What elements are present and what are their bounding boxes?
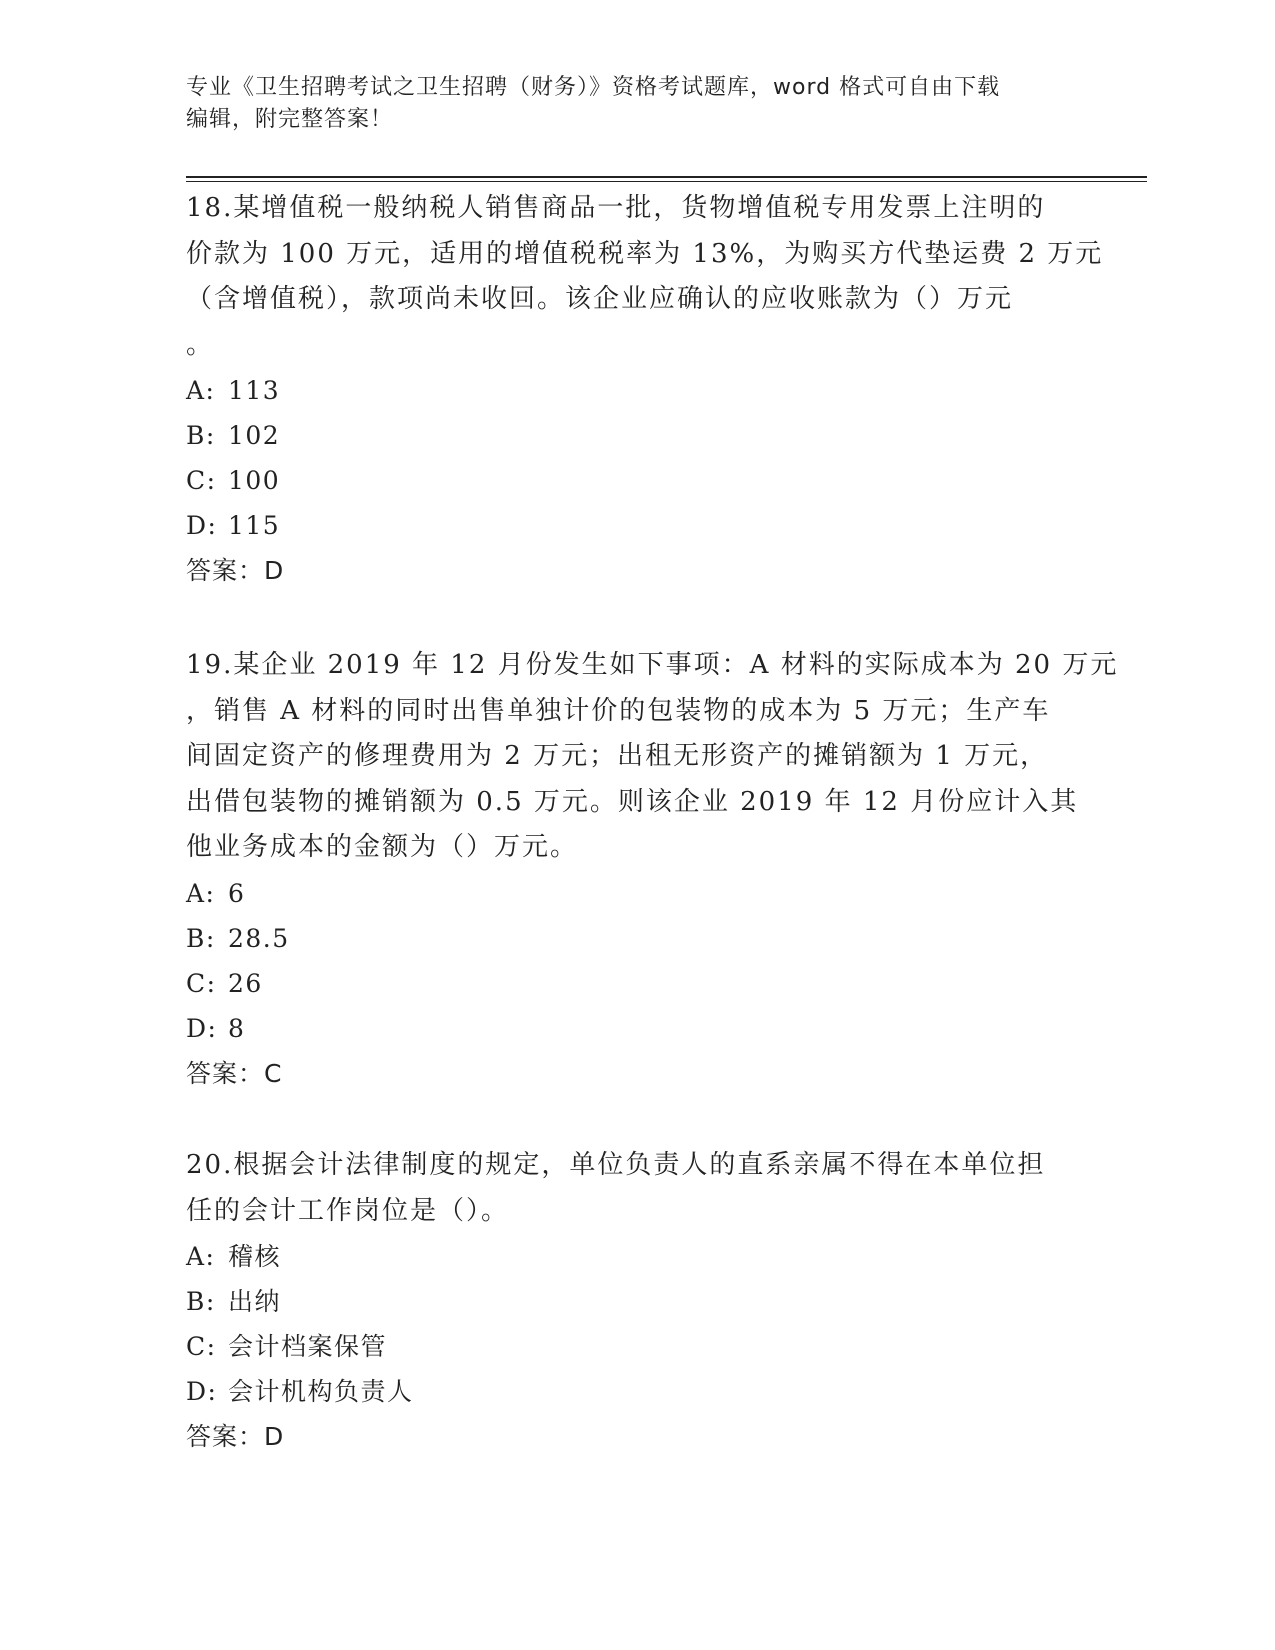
- option-text: 113: [228, 376, 281, 405]
- question-stem: [186, 186, 1104, 368]
- option-text: 115: [228, 511, 281, 540]
- option-key: D:: [186, 1377, 218, 1406]
- option-key: A:: [186, 878, 216, 908]
- option-text: 26: [228, 968, 263, 998]
- option-key: C:: [186, 466, 217, 495]
- option-key: B:: [186, 923, 216, 953]
- document-header: [186, 72, 1066, 136]
- answer-label: 答案：D: [186, 1422, 285, 1451]
- stem-line: 20.根据会计法律制度的规定，单位负责人的直系亲属不得在本单位担: [186, 1150, 1046, 1180]
- stem-line: 价款为 100 万元，适用的增值税税率为 13%，为购买方代垫运费 2 万元: [186, 238, 1104, 269]
- option-text: 8: [228, 1013, 246, 1043]
- header-divider-thick: [186, 176, 1147, 178]
- answer-label: 答案：D: [186, 556, 285, 585]
- option-key: D:: [186, 511, 218, 540]
- question-stem: [186, 1143, 1086, 1234]
- option-text: 102: [228, 421, 281, 450]
- stem-line: 他业务成本的金额为（）万元。: [186, 832, 579, 862]
- option-d: [186, 1369, 1086, 1414]
- header-divider-thin: [186, 181, 1147, 182]
- question-18: [186, 186, 1104, 594]
- option-text: 28.5: [228, 923, 290, 953]
- stem-line: 任的会计工作岗位是（）。: [186, 1195, 510, 1226]
- option-c: [186, 1324, 1086, 1369]
- stem-line: 。: [186, 329, 215, 360]
- option-key: B:: [186, 1287, 216, 1316]
- option-b: [186, 413, 1086, 458]
- option-list: [186, 368, 1086, 548]
- option-list: [186, 871, 1086, 1051]
- option-a: [186, 1234, 1086, 1279]
- option-c: [186, 961, 1086, 1006]
- question-19: [186, 643, 1119, 1097]
- header-line-1: 专业《卫生招聘考试之卫生招聘（财务）》资格考试题库，word 格式可自由下载: [186, 75, 1001, 100]
- stem-line: ，销售 A 材料的同时出售单独计价的包装物的成本为 5 万元；生产车: [186, 695, 1051, 726]
- stem-line: 间固定资产的修理费用为 2 万元；出租无形资产的摊销额为 1 万元，: [186, 741, 1049, 771]
- option-b: [186, 916, 1086, 961]
- option-d: [186, 1006, 1086, 1051]
- option-key: A:: [186, 1242, 216, 1271]
- option-text: 6: [228, 878, 246, 908]
- option-d: [186, 503, 1086, 548]
- option-text: 会计机构负责人: [228, 1377, 414, 1406]
- option-key: B:: [186, 421, 216, 450]
- header-line-2: 编辑，附完整答案！: [186, 107, 394, 132]
- option-text: 100: [228, 466, 281, 495]
- option-c: [186, 458, 1086, 503]
- option-a: [186, 871, 1086, 916]
- option-a: [186, 368, 1086, 413]
- question-stem: [186, 643, 1119, 871]
- option-text: 会计档案保管: [228, 1332, 388, 1361]
- question-20: [186, 1143, 1086, 1460]
- stem-line: 19.某企业 2019 年 12 月份发生如下事项：A 材料的实际成本为 20 万元: [186, 650, 1119, 680]
- option-key: D:: [186, 1013, 218, 1043]
- option-key: A:: [186, 376, 216, 405]
- option-list: [186, 1234, 1086, 1414]
- option-text: 稽核: [228, 1242, 282, 1271]
- option-key: C:: [186, 1332, 217, 1361]
- answer-label: 答案：C: [186, 1058, 283, 1088]
- option-text: 出纳: [228, 1287, 282, 1316]
- option-b: [186, 1279, 1086, 1324]
- stem-line: 18.某增值税一般纳税人销售商品一批，货物增值税专用发票上注明的: [186, 193, 1046, 223]
- option-key: C:: [186, 968, 217, 998]
- stem-line: 出借包装物的摊销额为 0.5 万元。则该企业 2019 年 12 月份应计入其: [186, 786, 1079, 817]
- stem-line: （含增值税），款项尚未收回。该企业应确认的应收账款为（）万元: [186, 284, 1014, 314]
